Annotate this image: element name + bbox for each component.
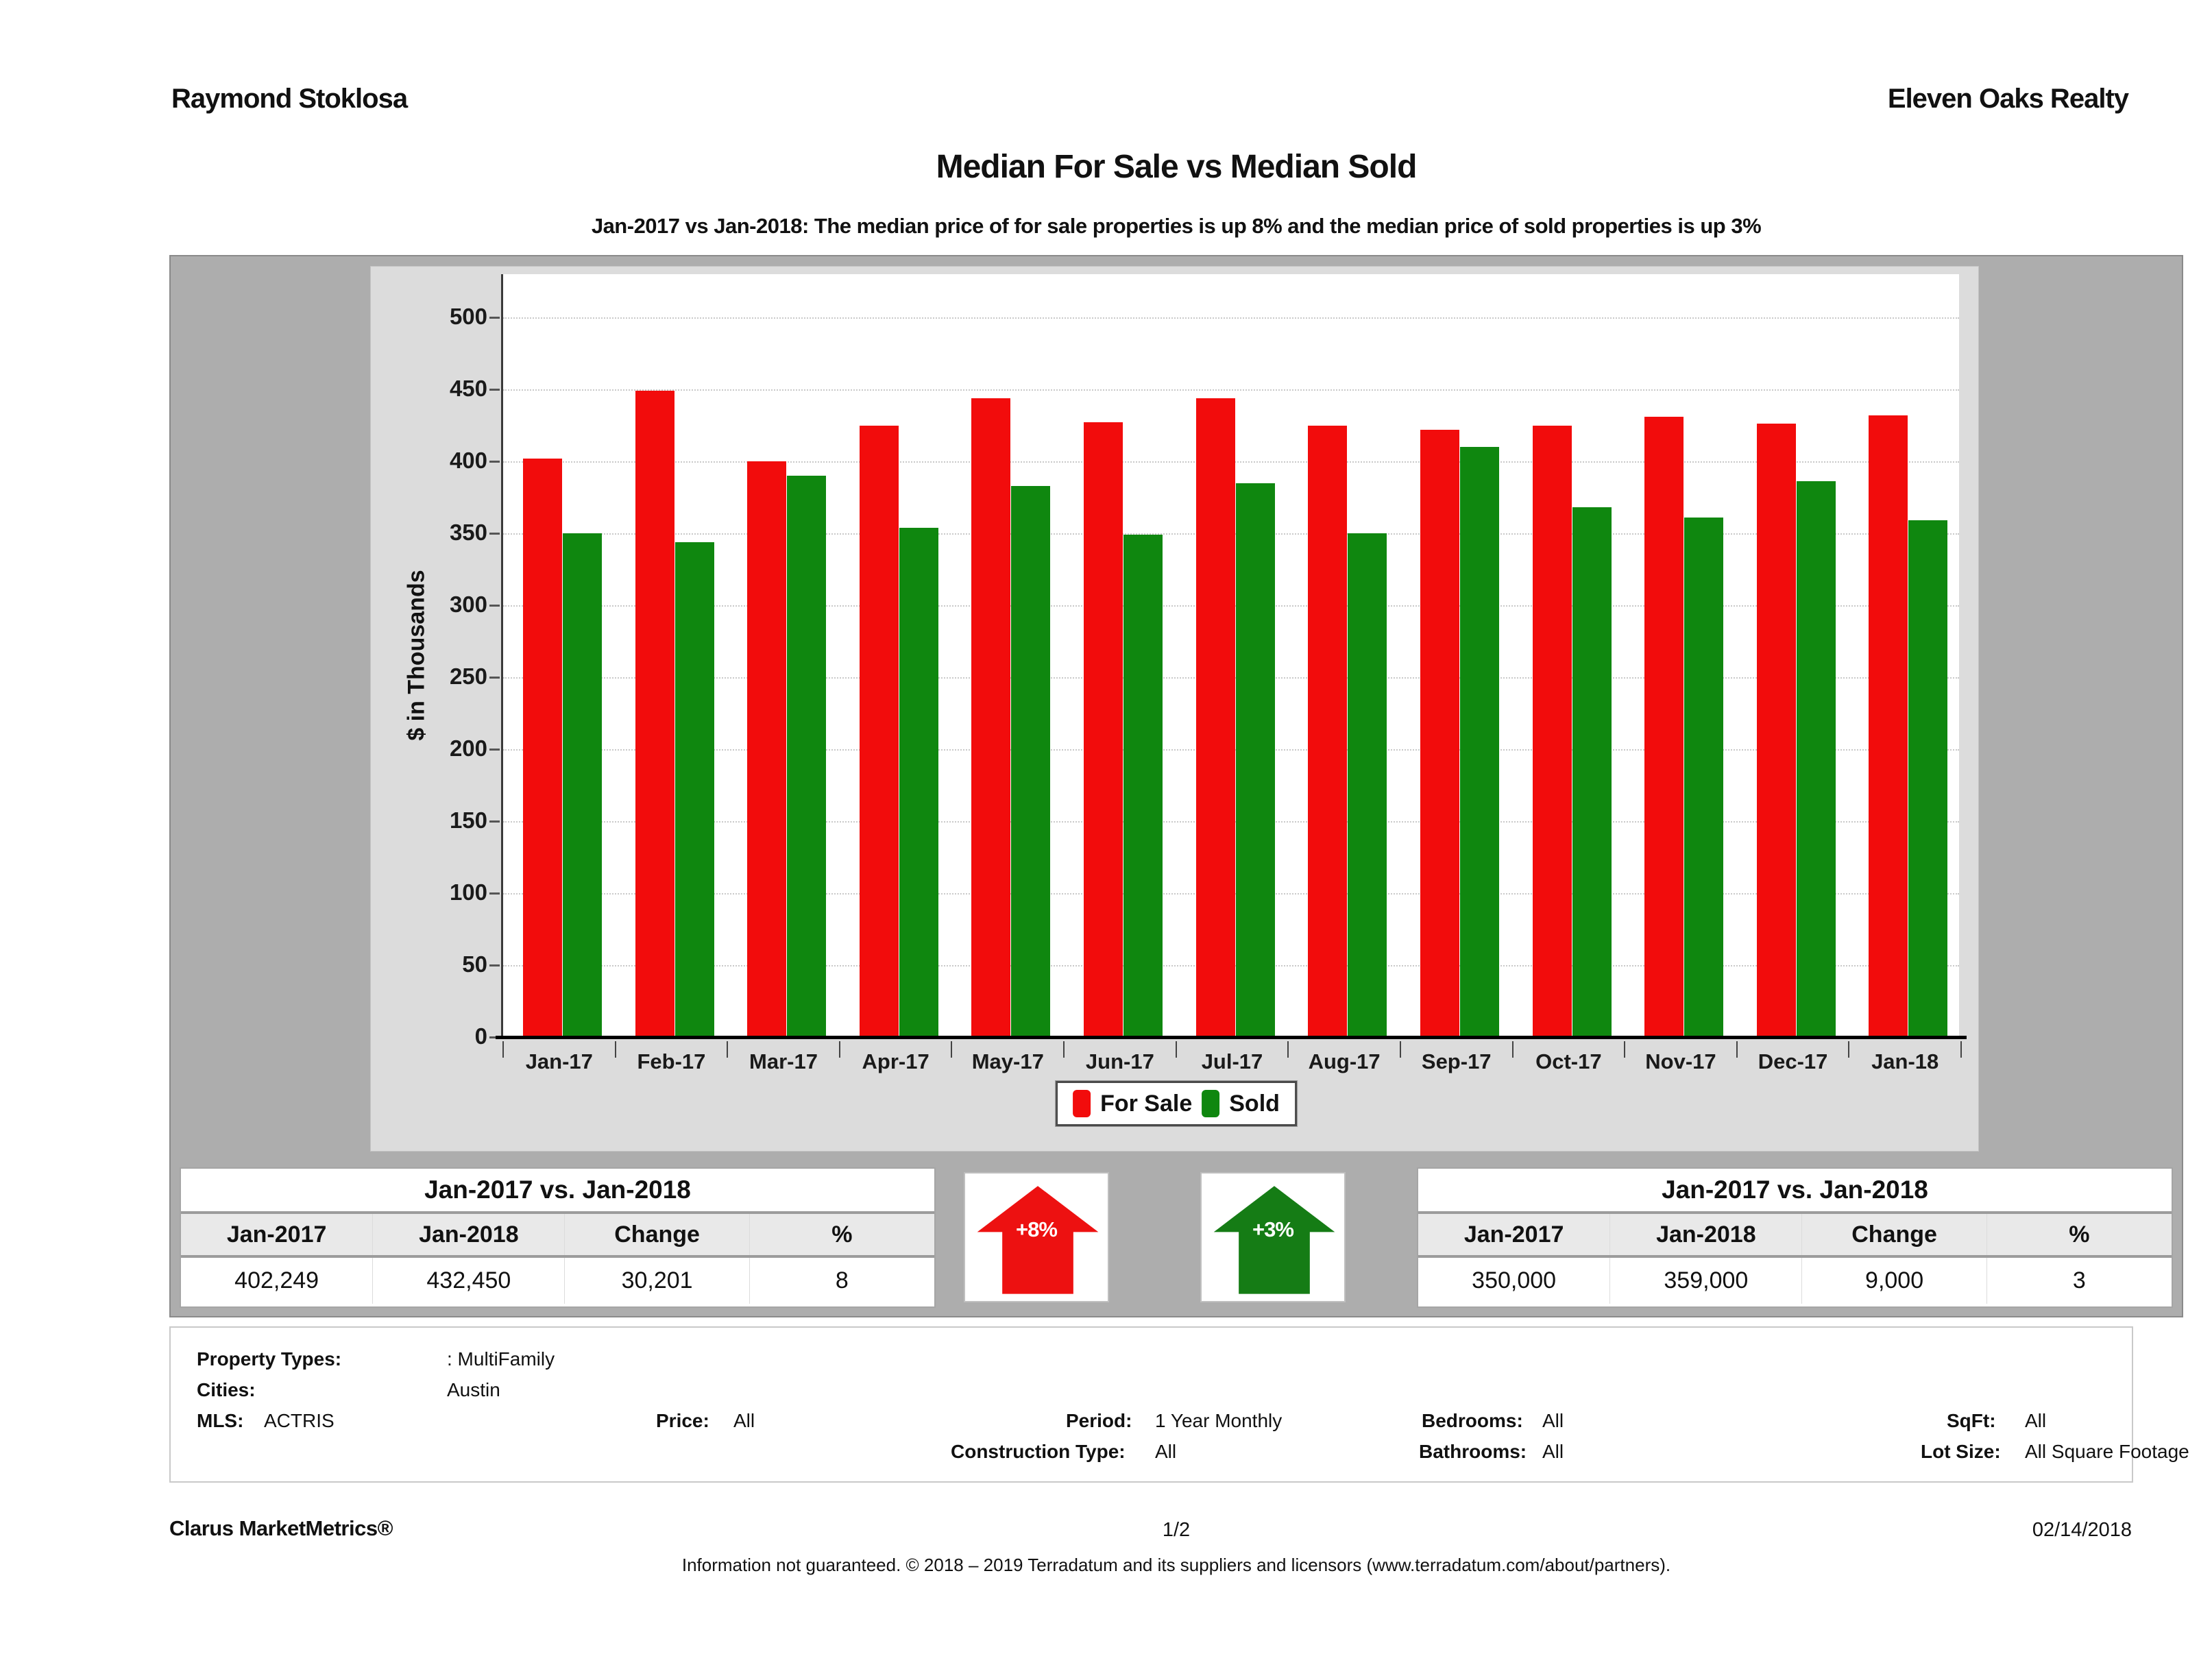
column-header: Jan-2018 xyxy=(1610,1214,1802,1255)
construction-type-label: Construction Type: xyxy=(951,1441,1126,1462)
y-axis-tick xyxy=(489,389,500,391)
x-axis-tick-label: Jan-18 xyxy=(1871,1049,1939,1073)
column-header: % xyxy=(2069,1221,2090,1248)
sold-bar-jul-17 xyxy=(1236,483,1275,1038)
y-axis-tick xyxy=(489,461,500,463)
table-title: Jan-2017 vs. Jan-2018 xyxy=(181,1169,934,1211)
y-axis-tick xyxy=(489,820,500,823)
y-axis-tick xyxy=(489,892,500,895)
x-axis-tick-label: Jan-17 xyxy=(525,1049,593,1073)
y-axis-tick-label: 350 xyxy=(449,520,487,545)
construction-type-value: All xyxy=(1155,1441,1177,1462)
x-axis-tick xyxy=(1400,1041,1401,1058)
table-cell: 30,201 xyxy=(565,1258,749,1304)
y-axis-tick-label: 150 xyxy=(449,807,487,833)
x-axis-tick-label: Feb-17 xyxy=(637,1049,706,1073)
agent-name: Raymond Stoklosa xyxy=(171,84,408,114)
page-number: 1/2 xyxy=(1162,1519,1191,1541)
x-axis-tick xyxy=(1960,1041,1962,1058)
report-criteria-box xyxy=(169,1326,2189,1483)
y-axis-tick-label: 200 xyxy=(449,735,487,761)
for-sale-bar-jan-17 xyxy=(523,459,562,1037)
bathrooms-value: All xyxy=(1542,1441,1564,1462)
column-header: Change xyxy=(1802,1214,1986,1255)
for-sale-bar-jun-17 xyxy=(1084,422,1123,1037)
table-cell: 9,000 xyxy=(1802,1258,1986,1304)
x-axis-tick-label: Aug-17 xyxy=(1308,1049,1381,1073)
table-cell: 3 xyxy=(2072,1267,2086,1293)
for-sale-bar-dec-17 xyxy=(1757,424,1796,1037)
column-header: Jan-2018 xyxy=(373,1214,565,1255)
x-axis-tick-label: Mar-17 xyxy=(749,1049,818,1073)
column-header: % xyxy=(831,1221,853,1248)
table-row xyxy=(181,1258,934,1304)
table-header-row xyxy=(1418,1211,2172,1258)
lot-size-label: Lot Size: xyxy=(1921,1441,2001,1462)
cities-label: Cities: xyxy=(197,1379,256,1400)
table-cell: 432,450 xyxy=(373,1258,565,1304)
y-axis-title: $ in Thousands xyxy=(403,570,430,741)
sold-bar-jan-17 xyxy=(563,533,602,1037)
y-axis-tick-label: 100 xyxy=(449,879,487,905)
sold-change-badge xyxy=(1200,1172,1346,1302)
for-sale-bar-mar-17 xyxy=(747,461,786,1037)
legend-sold-label: Sold xyxy=(1229,1090,1280,1117)
gridline xyxy=(503,317,1959,319)
for-sale-change-badge xyxy=(964,1172,1109,1302)
lot-size-value: All Square Footage xyxy=(2025,1441,2189,1462)
for-sale-bar-feb-17 xyxy=(635,391,674,1037)
x-axis-tick xyxy=(1176,1041,1177,1058)
sold-bar-oct-17 xyxy=(1572,507,1612,1037)
x-axis-tick-label: Sep-17 xyxy=(1421,1049,1492,1073)
y-axis-tick-label: 0 xyxy=(474,1023,487,1049)
sold-bar-nov-17 xyxy=(1684,518,1723,1037)
for-sale-change-value: +8% xyxy=(1016,1217,1057,1241)
period-value: 1 Year Monthly xyxy=(1155,1410,1283,1431)
price-label: Price: xyxy=(656,1410,709,1431)
period-label: Period: xyxy=(1066,1410,1132,1431)
column-header: Change xyxy=(565,1214,749,1255)
report-date: 02/14/2018 xyxy=(2032,1519,2132,1541)
table-row xyxy=(1418,1258,2172,1304)
for-sale-bar-jul-17 xyxy=(1196,398,1235,1037)
sold-swatch-icon xyxy=(1202,1090,1219,1117)
y-axis-tick-label: 300 xyxy=(449,592,487,617)
product-brand: Clarus MarketMetrics® xyxy=(169,1516,393,1540)
sold-bar-mar-17 xyxy=(787,476,826,1037)
x-axis-tick-label: Apr-17 xyxy=(862,1049,929,1073)
page-subtitle: Jan-2017 vs Jan-2018: The median price of for sale properties is up 8% and the median price of sold properties is up 3% xyxy=(591,214,1762,238)
y-axis-tick-label: 400 xyxy=(449,448,487,473)
sold-bar-may-17 xyxy=(1011,486,1050,1037)
y-axis-tick xyxy=(489,317,500,319)
x-axis-tick xyxy=(1848,1041,1849,1058)
column-header: Jan-2017 xyxy=(1418,1214,1610,1255)
x-axis-tick xyxy=(1287,1041,1289,1058)
property-types-value: : MultiFamily xyxy=(447,1348,555,1370)
gridline xyxy=(503,389,1959,391)
cities-value: Austin xyxy=(447,1379,500,1400)
y-axis-tick-label: 50 xyxy=(462,951,487,977)
page-title: Median For Sale vs Median Sold xyxy=(936,149,1417,185)
y-axis-tick-label: 250 xyxy=(449,664,487,689)
legend-for-sale-label: For Sale xyxy=(1100,1090,1193,1117)
x-axis-tick xyxy=(1512,1041,1514,1058)
x-axis-tick-label: Jul-17 xyxy=(1201,1049,1263,1073)
y-axis-tick-label: 450 xyxy=(449,376,487,401)
for-sale-bar-jan-18 xyxy=(1869,415,1908,1037)
sold-bar-jan-18 xyxy=(1908,520,1947,1037)
y-axis-tick xyxy=(489,964,500,966)
sqft-label: SqFt: xyxy=(1947,1410,1996,1431)
for-sale-bar-may-17 xyxy=(971,398,1010,1037)
bedrooms-label: Bedrooms: xyxy=(1422,1410,1523,1431)
x-axis-tick xyxy=(951,1041,952,1058)
mls-label: MLS: xyxy=(197,1410,244,1431)
x-axis-tick xyxy=(502,1041,504,1058)
mls-value: ACTRIS xyxy=(264,1410,335,1431)
x-axis-tick xyxy=(1063,1041,1065,1058)
y-axis-tick xyxy=(489,677,500,679)
company-name: Eleven Oaks Realty xyxy=(1887,84,2128,114)
x-axis-tick xyxy=(839,1041,840,1058)
x-axis-line xyxy=(496,1036,1967,1039)
x-axis-tick xyxy=(1736,1041,1738,1058)
x-axis-tick xyxy=(727,1041,728,1058)
sold-bar-feb-17 xyxy=(675,542,714,1037)
y-axis-tick xyxy=(489,605,500,607)
x-axis-tick-label: Nov-17 xyxy=(1645,1049,1716,1073)
x-axis-tick xyxy=(615,1041,616,1058)
x-axis-tick xyxy=(1624,1041,1625,1058)
for-sale-comparison-table xyxy=(180,1167,936,1308)
sold-change-value: +3% xyxy=(1252,1217,1293,1241)
table-cell: 402,249 xyxy=(181,1258,373,1304)
table-cell: 359,000 xyxy=(1610,1258,1802,1304)
x-axis-tick-label: Jun-17 xyxy=(1085,1049,1154,1073)
for-sale-swatch-icon xyxy=(1073,1090,1091,1117)
column-header: Jan-2017 xyxy=(181,1214,373,1255)
y-axis-tick-label: 500 xyxy=(449,304,487,329)
sold-bar-jun-17 xyxy=(1123,535,1163,1037)
table-cell: 8 xyxy=(835,1267,849,1293)
plot-area xyxy=(449,274,1959,1073)
for-sale-bar-aug-17 xyxy=(1308,426,1347,1038)
x-axis-tick-label: Dec-17 xyxy=(1758,1049,1828,1073)
table-title: Jan-2017 vs. Jan-2018 xyxy=(1418,1169,2172,1211)
chart-legend xyxy=(1056,1081,1297,1126)
x-axis-tick-label: Oct-17 xyxy=(1535,1049,1602,1073)
sold-bar-sep-17 xyxy=(1460,447,1499,1037)
sold-bar-apr-17 xyxy=(899,528,938,1037)
x-axis-tick-label: May-17 xyxy=(971,1049,1044,1073)
sold-comparison-table xyxy=(1417,1167,2173,1308)
sqft-value: All xyxy=(2025,1410,2047,1431)
sold-bar-dec-17 xyxy=(1797,481,1836,1037)
for-sale-bar-sep-17 xyxy=(1420,430,1459,1037)
bathrooms-label: Bathrooms: xyxy=(1419,1441,1527,1462)
for-sale-bar-oct-17 xyxy=(1533,426,1572,1038)
sold-bar-aug-17 xyxy=(1348,533,1387,1037)
table-header-row xyxy=(181,1211,934,1258)
price-value: All xyxy=(733,1410,755,1431)
table-cell: 350,000 xyxy=(1418,1258,1610,1304)
property-types-label: Property Types: xyxy=(197,1348,342,1370)
bedrooms-value: All xyxy=(1542,1410,1564,1431)
y-axis-tick xyxy=(489,533,500,535)
for-sale-bar-nov-17 xyxy=(1644,417,1684,1037)
for-sale-bar-apr-17 xyxy=(860,426,899,1038)
disclaimer-text: Information not guaranteed. © 2018 – 2019 Terradatum and its suppliers and licensors (www.terradatum.com/about/partners). xyxy=(681,1555,1671,1575)
y-axis-tick xyxy=(489,749,500,751)
